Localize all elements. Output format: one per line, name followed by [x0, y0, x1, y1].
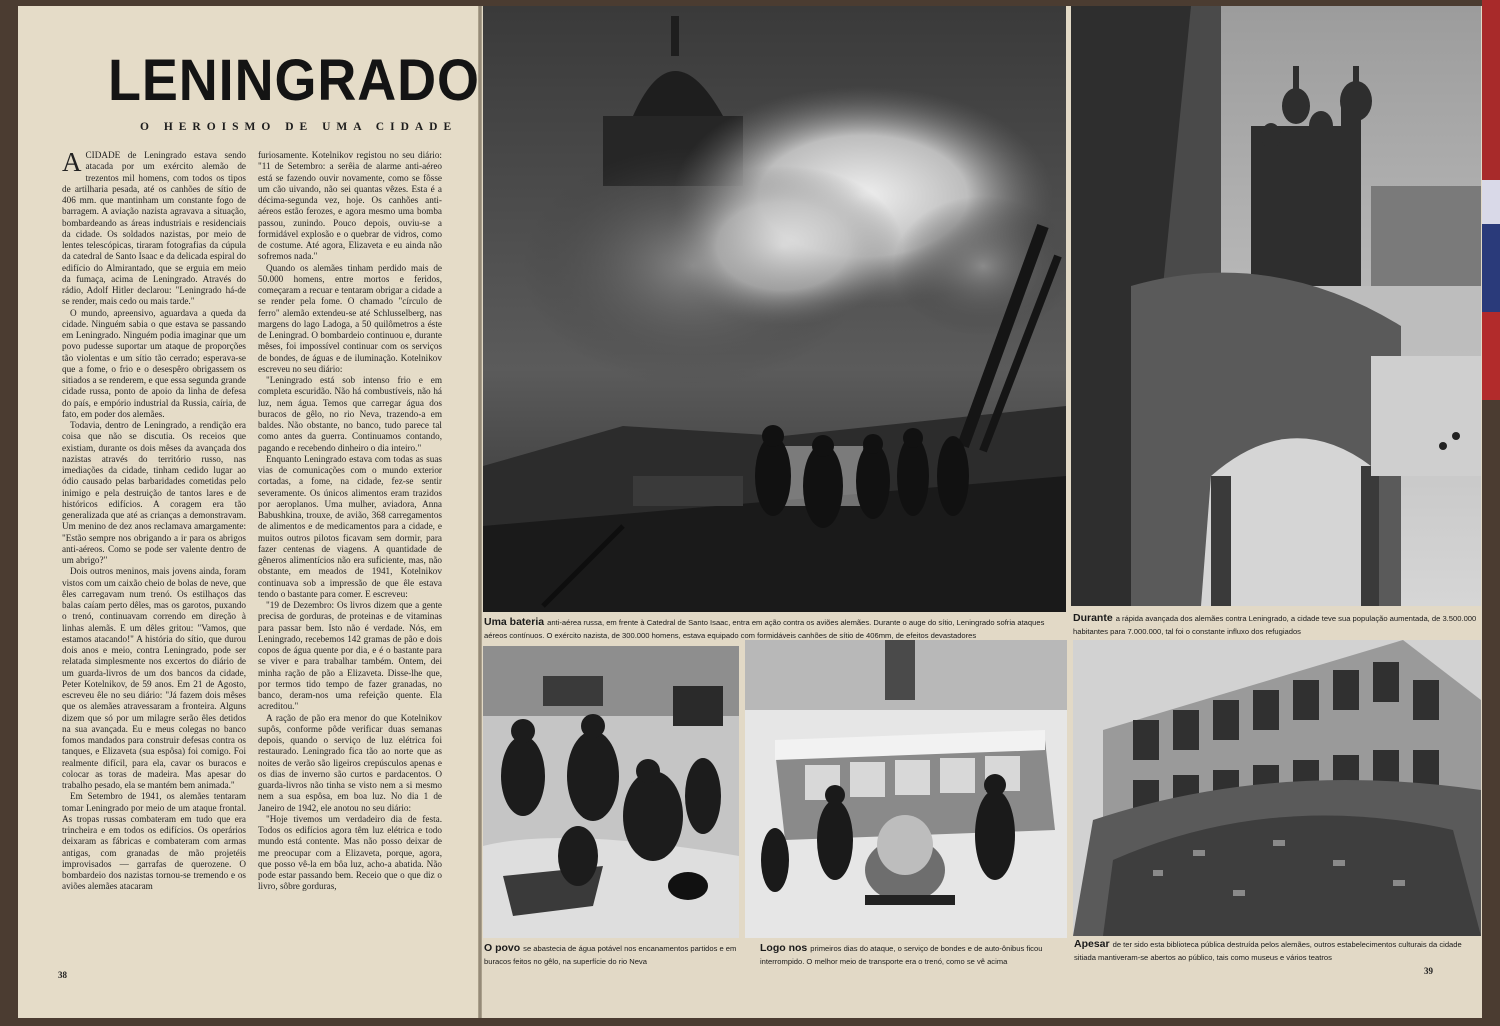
caption-text: anti-aérea russa, em frente à Catedral de Santo Isaac, entra em ação contra os aviões alemães. Durante o auge do sítio, Leningrado sofria ataques aéreos contínuos. O exército nazista, de 300.000 homens, estava equipado com formidáveis canhões de sítio de 406mm, de efeitos devastadores — [484, 618, 1045, 640]
paragraph: Dois outros meninos, mais jovens ainda, foram vistos com um caixão cheio de bolas de neve, que êles carregavam num trenó. Os estilhaços das balas caíam perto dêles, mas os garotos, puxando o trenó, continuavam correndo em direção à linhas alemãs. E um dêles gritou: "Vamos, que estamos atacando!" A história do sítio, que durou dois anos e meio, contra Leningrado, pode ser relatada simplesmente nos excertos do diário de um guarda-livros de um dos bancos da cidade, Peter Kotelnikov, de 59 anos. Em 21 de Agosto, escreveu êle no seu diário: "Já fazem dois mêses que os alemães atravessaram a fronteira. Alguns dizem que só por um milagre serão êles detidos na sua avançada. Eu e meus colegas no banco fomos mandados para construir defesas contra os tanques, e Elizaveta (sua espôsa) foi comigo. Foi realmente difícil, para ela, cavar os buracos e colocar as toras de madeira. Mas apesar do trabalho pesado, ela se mantém bem animada." — [62, 566, 246, 790]
caption-text: primeiros dias do ataque, o serviço de bondes e de auto-ônibus ficou interrompido. O melhor meio de transporte era o trenó, como se vê acima — [760, 944, 1043, 966]
tram-photo-art — [745, 640, 1067, 938]
water-queue-photo — [483, 646, 739, 938]
library-ruins-photo — [1073, 640, 1481, 936]
paragraph: Todavia, dentro de Leningrado, a rendição era coisa que não se discutia. Os receios que existiam, durante os dois mêses da avançada dos nazistas através do território russo, nas imediações da cidade, tinham cedido lugar ao ódio causado pelas barbaridades cometidas pelo inimigo e pela destruição de tantos lares e de históricos edifícios. A coragem era tão generalizada que até as crianças a demonstravam. Um menino de dez anos reclamava amargamente: "Estão sempre nos obrigando a ir para os abrigos anti-aéreos. Como se pode ser valente dentro de um abrigo?" — [62, 420, 246, 565]
povo-caption — [484, 942, 740, 972]
article-title: LENINGRADO — [108, 48, 480, 113]
tram-sled-photo — [745, 640, 1067, 938]
caption-text: a rápida avançada dos alemães contra Leningrado, a cidade teve sua população aumentada, de 3.500.000 habitantes para 7.000.000, tal foi o constante influxo dos refugiados — [1073, 614, 1477, 636]
paragraph-text: CIDADE de Leningrado estava sendo atacada por um exército alemão de trezentos mil homens, com todos os tipos de artilharia pesada, até os canhões de sítio de 406 mm. que mantinham um constante fogo de barragem. A aviação nazista agravava a situação, bombardeando as áreas industriais e residenciais da cidade. Os soldados nazistas, por meio de lentes telescópicas, tiraram fotografias da cúpula da catedral de Santo Isaac e da delicada espiral do edifício do Almirantado, que se erguia em meio da fumaça, acima de Leningrado. Através do rádio, Adolf Hitler declarou: "Leningrado há-de se render, mais cedo ou mais tarde." — [62, 150, 246, 307]
caption-lead: Uma bateria — [484, 616, 545, 628]
page-edge-red — [1482, 0, 1500, 180]
text-column-1 — [62, 150, 246, 970]
paragraph: "Hoje tivemos um verdadeiro dia de festa. Todos os edifícios agora têm luz elétrica e todo mundo está contente. Mas não posso deixar de me preocupar com a Elizaveta, porque, agora, que posso vê-la em bôa luz, acho-a abatida. Não pode estar passando bem. Receio que o que diz o livro, sôbre gorduras, — [258, 813, 442, 892]
paragraph: "Leningrado está sob intenso frio e em completa escuridão. Não há combustíveis, não há luz, nem água. Temos que carregar água dos buracos de gêlo, no rio Neva, trazendo-a em baldes. Não obstante, no banco, tudo parece tal como antes da guerra. Continuamos contando, pagando e recebendo dinheiro o dia inteiro." — [258, 375, 442, 453]
paragraph — [62, 150, 246, 308]
durante-caption — [1073, 612, 1477, 640]
paragraph: "19 de Dezembro: Os livros dizem que a gente precisa de gorduras, de proteinas e de vitaminas para passar bem. Isto não é verdade. Nós, em Leningrado, recebemos 142 gramas de pão e dois copos de água quente por dia, e é o bastante para se viver e para trabalhar também. Ontem, dei minha ração de pão a Elizaveta. Disse-lhe que, por termos tido tempo de fazer granadas, no banco, deram-nos uma refeição quente. Ela acreditou." — [258, 600, 442, 712]
ruins-church-photo — [1071, 6, 1481, 606]
paragraph: Enquanto Leningrado estava com todas as suas vias de comunicações com o mundo exterior cortadas, a fome, na cidade, fez-se sentir severamente. Os únicos alimentos eram trazidos por aeroplanos. Uma mulher, aviadora, Anna Babushkina, trouxe, de avião, 368 carregamentos de alimentos e de medicamentos para a cidade, e muitos outros pilotos ficavam sem dormir, para fazer centenas de viagens. A quantidade de gêneros alimentícios não era suficiente, mas, não obstante, em meados de 1941, Kotelnikov continuava sob a impressão de que êle estava tendo o bastante para comer. E escreveu: — [258, 453, 442, 599]
drop-cap: A — [62, 150, 82, 177]
battery-photo-art — [483, 6, 1066, 612]
paragraph: O mundo, apreensivo, aguardava a queda da cidade. Ninguém sabia o que estava se passando em Leningrado. Ninguém podia imaginar que um povo pudesse suportar um ataque de proporções tão violentas e um sítio tão cerrado; esperava-se que a fome, o frio e o desespêro obrigassem os sitiados a se renderem, e que essa segunda grande cidade russa, ponto de apoio da linha de defesa do país, e empório industrial da Russia, caíria, de fato, em poder dos alemães. — [62, 307, 246, 419]
caption-text: de ter sido esta biblioteca pública destruída pelos alemães, outros estabelecimentos culturais da cidade sitiada mantiveram-se abertos ao público, tais como museus e vários teatros — [1074, 940, 1462, 962]
text-column-2 — [258, 150, 442, 970]
apesar-caption — [1074, 938, 1478, 968]
logo-caption — [760, 942, 1066, 972]
gutter — [478, 6, 482, 1018]
paragraph: Em Setembro de 1941, os alemães tentaram tomar Leningrado por meio de um ataque frontal. As tropas russas combateram em tudo que era trincheira e em todos os edifícios. Os operários deixaram as fábricas e combateram com armas antigas, com granadas de mão projetéis improvisados — garrafas de querozene. O bombardeio dos nazistas tornou-se tremendo e os aviões alemães atacaram — [62, 791, 246, 892]
library-photo-art — [1073, 640, 1481, 936]
page-number-left: 38 — [58, 970, 67, 980]
paragraph: furiosamente. Kotelnikov registou no seu diário: "11 de Setembro: a serêia de alarme anti-aéreo está se fazendo ouvir novamente, como se fôsse um cão uivando, não sei quantas vêzes. Esta é a décima-segunda vez, hoje. Os canhões anti-aéreos estão ferozes, e agora mesmo uma bomba passou, zunindo. Pouco depois, ouviu-se a formidável explosão e o quebrar de vidros, como de costume. Até agora, Elizaveta e eu ainda não sofremos nada." — [258, 150, 442, 262]
page-number-right: 39 — [1424, 966, 1433, 976]
paragraph: Quando os alemães tinham perdido mais de 50.000 homens, entre mortos e feridos, começaram a recuar e tentaram obrigar a cidade a se render pela fome. O chamado "círculo de ferro" alemão extendeu-se até Schlusselberg, nas margens do lago Ladoga, a 50 quilômetros a éste de Leningrad. O bombardeio continuou e, durante mêses, foi impossível continuar com os serviços de bondes, de águas e de iluminação. Kotelnikov escreveu no seu diário: — [258, 262, 442, 374]
anti-aircraft-battery-photo — [483, 6, 1066, 612]
water-photo-art — [483, 646, 739, 938]
caption-lead: O povo — [484, 942, 521, 954]
caption-lead: Logo nos — [760, 942, 808, 954]
paragraph: A ração de pão era menor do que Kotelnikov supôs, conforme pôde verificar duas semanas depois, quando o serviço de luz elétrica foi restaurado. Leningrado fica tão ao norte que as noites de verão são ligeiros crepúsculos apenas e os dias de inverno são curtos e pardacentos. O guarda-livros não tinha se visto nem a si mesmo nem a sua espôsa, em boa luz. No dia 1 de Janeiro de 1942, ele anotou no seu diário: — [258, 712, 442, 813]
caption-lead: Durante — [1073, 612, 1113, 624]
caption-lead: Apesar — [1074, 938, 1110, 950]
article-subtitle: O HEROISMO DE UMA CIDADE — [140, 121, 458, 133]
page-edge-flag — [1482, 180, 1500, 400]
ruins-photo-art — [1071, 6, 1481, 606]
caption-text: se abastecia de água potável nos encanamentos partidos e em buracos feitos no gêlo, na superfície do rio Neva — [484, 944, 737, 966]
